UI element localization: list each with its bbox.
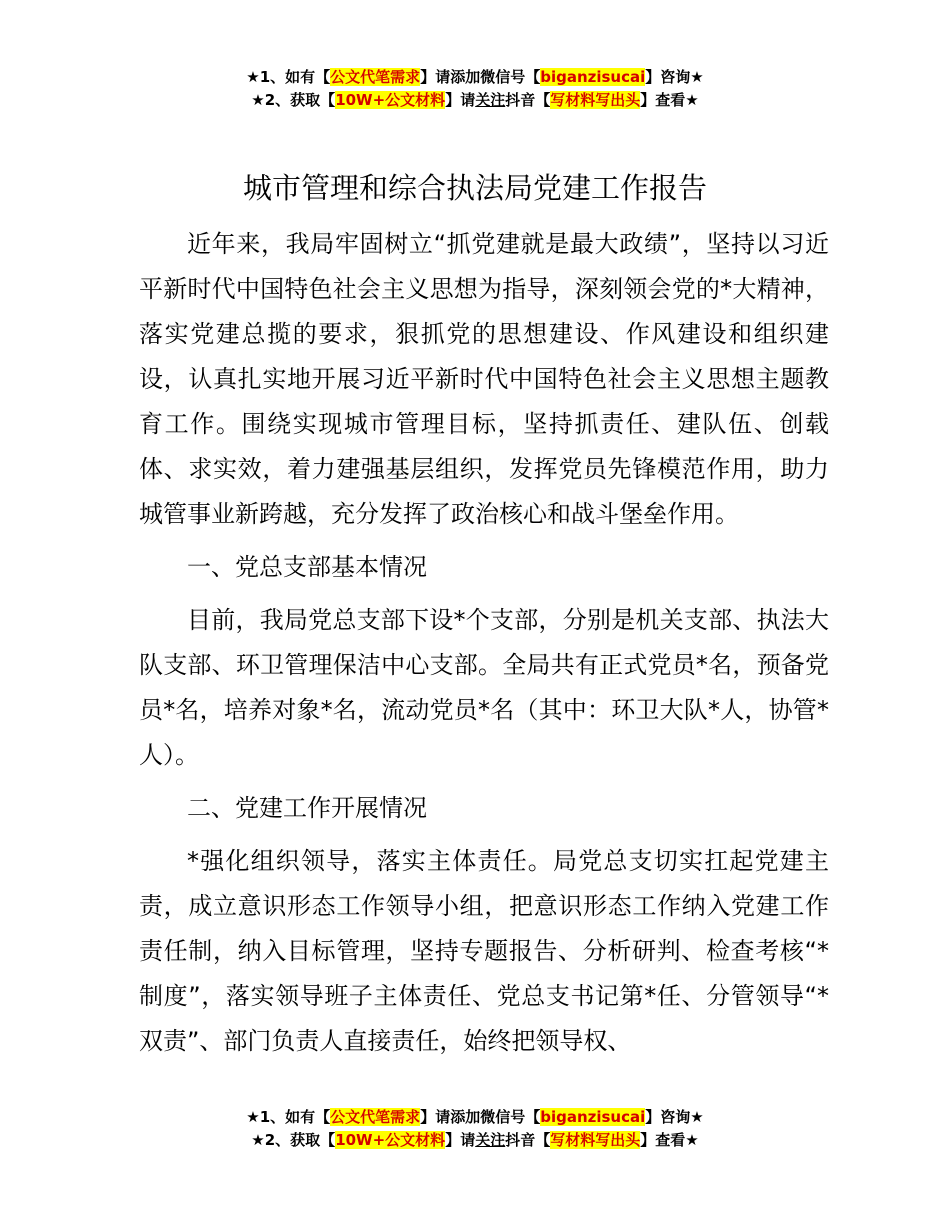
banner-highlight: 写材料写出头 bbox=[550, 91, 641, 109]
banner-line-2 bbox=[0, 1129, 950, 1152]
document-title: 城市管理和综合执法局党建工作报告 bbox=[242, 171, 707, 205]
banner-text: 】请添加微信号【 bbox=[420, 68, 541, 86]
intro-paragraph: 近年来，我局牢固树立“抓党建就是最大政绩”，坚持以习近平新时代中国特色社会主义思想为指导，深刻领会党的*大精神，落实党建总揽的要求，狠抓党的思想建设、作风建设和组织建设，认真扎实地开展习近平新时代中国特色社会主义思想主题教育工作。围绕实现城市管理目标，坚持抓责任、建队伍、创载体、求实效，着力建强基层组织，发挥党员先锋模范作用，助力城管事业新跨越，充分发挥了政治核心和战斗堡垒作用。 bbox=[139, 230, 829, 528]
section-heading-1: 一、党总支部基本情况 bbox=[187, 553, 427, 581]
banner-text: 】查看★ bbox=[640, 1131, 699, 1149]
banner-underlined: 关注 bbox=[475, 1131, 506, 1149]
banner-highlight: 10W+公文材料 bbox=[335, 91, 446, 109]
banner-line-1 bbox=[0, 66, 950, 89]
banner-text: 】咨询★ bbox=[645, 1108, 704, 1126]
banner-text: ★2、获取【 bbox=[251, 91, 336, 109]
header-banner bbox=[0, 66, 950, 112]
banner-text: 】请 bbox=[445, 1131, 476, 1149]
banner-text: 抖音【 bbox=[505, 91, 551, 109]
banner-text: ★2、获取【 bbox=[251, 1131, 336, 1149]
banner-highlight: 10W+公文材料 bbox=[335, 1131, 446, 1149]
banner-text: 】请添加微信号【 bbox=[420, 1108, 541, 1126]
banner-highlight: 公文代笔需求 bbox=[330, 1108, 421, 1126]
banner-line-2 bbox=[0, 89, 950, 112]
banner-text: 】咨询★ bbox=[645, 68, 704, 86]
banner-underlined: 关注 bbox=[475, 91, 506, 109]
banner-text: 】查看★ bbox=[640, 91, 699, 109]
banner-text: ★1、如有【 bbox=[246, 1108, 331, 1126]
footer-banner bbox=[0, 1106, 950, 1152]
paragraph-basic-situation: 目前，我局党总支部下设*个支部，分别是机关支部、执法大队支部、环卫管理保洁中心支部。全局共有正式党员*名，预备党员*名，培养对象*名，流动党员*名（其中：环卫大队*人，协管*人）。 bbox=[139, 606, 829, 769]
banner-highlight: 公文代笔需求 bbox=[330, 68, 421, 86]
banner-text: ★1、如有【 bbox=[246, 68, 331, 86]
banner-text: 】请 bbox=[445, 91, 476, 109]
banner-highlight: 写材料写出头 bbox=[550, 1131, 641, 1149]
wechat-id-highlight: biganzisucai bbox=[540, 68, 646, 86]
banner-line-1 bbox=[0, 1106, 950, 1129]
section-heading-2: 二、党建工作开展情况 bbox=[187, 794, 427, 822]
banner-text: 抖音【 bbox=[505, 1131, 551, 1149]
paragraph-organization-leadership: *强化组织领导，落实主体责任。局党总支切实扛起党建主责，成立意识形态工作领导小组，把意识形态工作纳入党建工作责任制，纳入目标管理，坚持专题报告、分析研判、检查考核“*制度”，落实领导班子主体责任、党总支书记第*任、分管领导“*双责”、部门负责人直接责任，始终把领导权、 bbox=[139, 847, 829, 1055]
wechat-id-highlight: biganzisucai bbox=[540, 1108, 646, 1126]
document-body bbox=[139, 222, 829, 1064]
